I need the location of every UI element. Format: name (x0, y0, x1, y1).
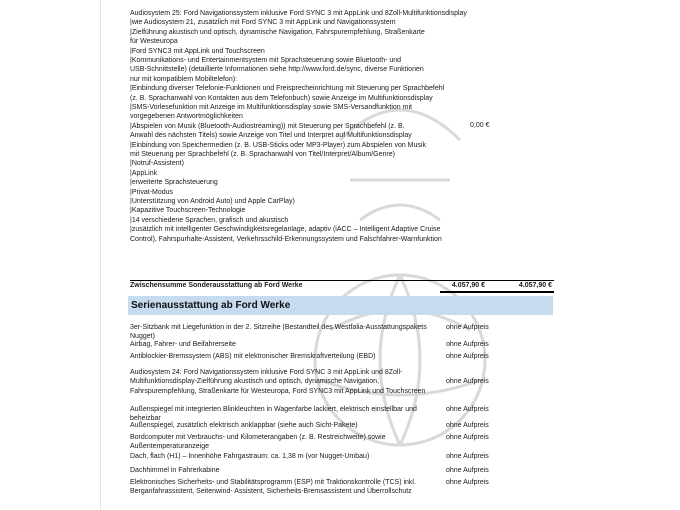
description-line: Control), Fahrspurhalte-Assistent, Verkehrsschild-Erkennungssystem und Falschfahrer-Warnfunktion (130, 235, 442, 243)
description-line: |Ford SYNC3 mit AppLink und Touchscreen (130, 47, 265, 55)
equipment-price: ohne Aufpreis (446, 324, 489, 331)
description-line: mit Steuerung per Sprachbefehl (z. B. Sprachanwahl von Titel/Interpret/Album/Genre) (130, 151, 395, 158)
description-line: |Abspielen von Musik (Bluetooth-Audiostreaming)) mit Steuerung per Sprachbefehl (z. B. (130, 122, 405, 130)
equipment-description: Airbag, Fahrer- und Beifahrerseite (130, 341, 236, 348)
description-line: |Einbindung diverser Telefonie-Funktionen und Freisprecheinrichtung mit Steuerung per Sprachbefehl (130, 85, 445, 93)
equipment-description: Dachhimmel in Fahrerkabine (130, 467, 220, 474)
page-margin-divider (100, 0, 101, 510)
subtotal-value: 4.057,90 € (451, 282, 485, 289)
description-line: Audiosystem 25: Ford Navigationssystem inklusive Ford SYNC 3 mit AppLink und 8Zoll-Multifunktionsdisplay (130, 10, 467, 17)
equipment-description: Antiblockier-Bremssystem (ABS) mit elektronischer Bremskraftverteilung (EBD) (130, 353, 376, 360)
description-line: |Notruf-Assistent) (130, 160, 184, 168)
description-line: |Einbindung von Speichermedien (z. B. USB-Sticks oder MP3-Player) zum Abspielen von Musik (130, 141, 426, 149)
equipment-description: Außenspiegel mit integrierten Blinkleuchten in Wagenfarbe lackiert, elektrisch einstellbar und beheizbar (130, 406, 417, 423)
description-line: |Kapazitive Touchscreen-Technologie (130, 207, 246, 215)
equipment-price: ohne Aufpreis (446, 353, 489, 360)
equipment-price: ohne Aufpreis (446, 453, 489, 460)
subtotal-total: 4.057,90 € (518, 282, 552, 289)
description-line: |erweiterte Sprachsteuerung (130, 179, 218, 187)
equipment-description: Elektronisches Sicherheits- und Stabilitätsprogramm (ESP) mit Traktionskontrolle (TCS) inkl. Berganfahrassistent, Seitenwind- Assistent, Sicherheits-Bremsassistent und Überrollschutz (130, 479, 416, 496)
description-line: |AppLink (130, 169, 158, 177)
description-line: Anwahl des nächsten Titels) sowie Anzeige von Titel und Interpret auf Multifunktionsdisplay (130, 132, 412, 140)
description-line: für Westeuropa (130, 38, 178, 46)
top-item-price: 0,00 € (470, 121, 490, 129)
equipment-price: ohne Aufpreis (446, 406, 489, 413)
description-line: |Zielführung akustisch und optisch, dynamische Navigation, Fahrspurempfehlung, Straßenkarte (130, 28, 425, 36)
equipment-price: ohne Aufpreis (446, 341, 489, 348)
description-line: vorgegebenen Antwortmöglichkeiten (130, 113, 243, 121)
equipment-price: ohne Aufpreis (446, 467, 489, 474)
description-line: |Unterstützung von Android Auto) und Apple CarPlay) (130, 198, 295, 205)
description-line: |Privat-Modus (130, 188, 174, 196)
equipment-description: Bordcomputer mit Verbrauchs- und Kilometerangaben (z. B. Restreichweite) sowie Außentemperaturanzeige (130, 434, 386, 451)
equipment-price: ohne Aufpreis (446, 434, 489, 441)
equipment-description: Außenspiegel, zusätzlich elektrisch anklappbar (siehe auch Sicht-Pakete) (130, 422, 358, 429)
equipment-description: 3er-Sitzbank mit Liegefunktion in der 2. Sitzreihe (Bestandteil des Westfalia-Ausstattungspakets Nugget) (130, 324, 427, 341)
description-line: (z. B. Sprachanwahl von Kontakten aus dem Telefonbuch) sowie Anzeige im Multifunktionsdisplay (130, 94, 433, 102)
subtotal-bottom-rule (440, 291, 554, 293)
subtotal-label: Zwischensumme Sonderausstattung ab Ford Werke (130, 282, 303, 289)
equipment-price: ohne Aufpreis (446, 479, 489, 486)
equipment-price: ohne Aufpreis (446, 378, 489, 385)
description-line: |Kommunikations- und Entertainmentsystem mit Sprachsteuerung sowie Bluetooth- und (130, 57, 402, 64)
description-line: |wie Audiosystem 21, zusätzlich mit Ford SYNC 3 mit AppLink und Navigationssystem (130, 19, 396, 27)
equipment-description: Dach, flach (H1) – Innenhöhe Fahrgastraum: ca. 1,38 m (vor Nugget-Umbau) (130, 453, 370, 460)
equipment-price: ohne Aufpreis (446, 422, 489, 429)
equipment-description: Audiosystem 24: Ford Navigationssystem inklusive Ford SYNC 3 mit AppLink und 8Zoll-Multifunktionsdisplay-Zielführung akustisch und optisch, dynamische Navigation, Fahrspurempfehlung, Straßenkarte für Westeuropa, Ford SYNC3 mit AppLink und Touchscreen (130, 369, 426, 395)
section-header (128, 296, 553, 315)
section-title: Serienausstattung ab Ford Werke (131, 300, 291, 311)
description-line: |14 verschiedene Sprachen, grafisch und akustisch (130, 216, 289, 224)
description-line: |zusätzlich mit intelligenter Geschwindigkeitsregelanlage, adaptiv (iACC – Intelligent Adaptive Cruise (130, 226, 441, 234)
description-line: USB-Schnittstelle) (detaillierte Informationen siehe http://www.ford.de/sync, diverse Funktionen (130, 66, 424, 74)
description-line: |SMS-Vorlesefunktion mit Anzeige im Multifunktionsdisplay sowie SMS-Versandfunktion mit (130, 104, 412, 111)
description-line: nur mit kompatiblem Mobiltelefon): (130, 75, 237, 83)
